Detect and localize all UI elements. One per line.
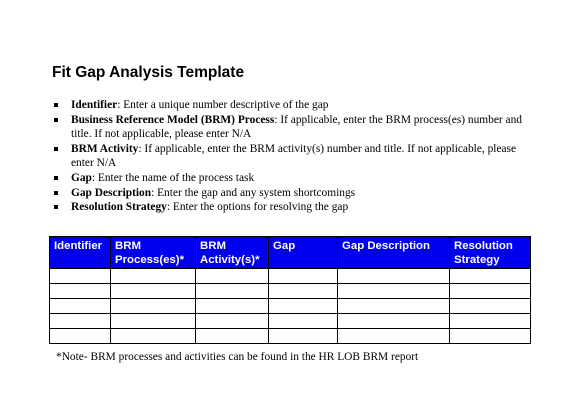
- table-cell[interactable]: [450, 314, 531, 329]
- table-cell[interactable]: [450, 269, 531, 284]
- instruction-term: Identifier: [71, 99, 118, 111]
- column-header-line1: BRM: [200, 240, 226, 252]
- table-cell[interactable]: [50, 299, 111, 314]
- table-cell[interactable]: [269, 329, 338, 344]
- instruction-text: : Enter the gap and any system shortcomings: [151, 186, 356, 199]
- column-header-gap-description: [338, 237, 450, 269]
- column-header-line2: Activity(s)*: [200, 254, 260, 266]
- table-cell[interactable]: [450, 284, 531, 299]
- table-cell[interactable]: [338, 284, 450, 299]
- column-header-gap: [269, 237, 338, 269]
- table-cell[interactable]: [50, 314, 111, 329]
- instruction-term: Resolution Strategy: [71, 201, 167, 214]
- table-cell[interactable]: [111, 284, 196, 299]
- column-header-line1: BRM: [115, 240, 141, 252]
- instruction-item-brm-activity: [52, 142, 522, 171]
- table-cell[interactable]: [111, 269, 196, 284]
- instruction-list: [52, 98, 522, 215]
- instruction-text: : If applicable, enter the BRM process(es) number and title. If not applicable, please enter N/A: [71, 113, 522, 141]
- instruction-item-gap-description: [52, 186, 522, 201]
- table-cell[interactable]: [111, 314, 196, 329]
- instruction-item-resolution-strategy: [52, 200, 522, 215]
- table-cell[interactable]: [269, 314, 338, 329]
- table-cell[interactable]: [50, 269, 111, 284]
- instruction-text: : Enter the options for resolving the gap: [166, 201, 349, 214]
- table-cell[interactable]: [111, 329, 196, 344]
- instruction-term: Gap: [71, 171, 92, 184]
- column-header-line1: Identifier: [54, 240, 103, 252]
- instruction-term: Gap Description: [71, 186, 152, 199]
- table-cell[interactable]: [338, 269, 450, 284]
- bullet-square-icon: [54, 176, 58, 180]
- table-cell[interactable]: [196, 314, 269, 329]
- table-row: [50, 284, 531, 299]
- table-cell[interactable]: [450, 299, 531, 314]
- document-title: Fit Gap Analysis Template: [52, 64, 245, 81]
- table-cell[interactable]: [111, 299, 196, 314]
- instruction-term: BRM Activity: [71, 142, 139, 155]
- gap-analysis-table: [49, 236, 531, 344]
- bullet-square-icon: [54, 191, 58, 195]
- table-cell[interactable]: [269, 269, 338, 284]
- column-header-resolution-strategy: [450, 237, 531, 269]
- table-row: [50, 314, 531, 329]
- instruction-item-brm-process: [52, 113, 522, 142]
- column-header-line2: Strategy: [454, 254, 500, 266]
- table-cell[interactable]: [450, 329, 531, 344]
- column-header-identifier: [50, 237, 111, 269]
- table-cell[interactable]: [196, 299, 269, 314]
- table-header-row: [50, 237, 531, 269]
- table-cell[interactable]: [50, 284, 111, 299]
- table-cell[interactable]: [196, 284, 269, 299]
- column-header-line1: Gap Description: [342, 240, 430, 252]
- table-cell[interactable]: [338, 299, 450, 314]
- bullet-square-icon: [54, 205, 58, 209]
- column-header-brm-process: [111, 237, 196, 269]
- instruction-text: : If applicable, enter the BRM activity(s) number and title. If not applicable, please enter N/A: [71, 142, 517, 170]
- instruction-text: : Enter a unique number descriptive of the gap: [117, 99, 329, 111]
- table-cell[interactable]: [338, 314, 450, 329]
- bullet-square-icon: [54, 103, 58, 107]
- column-header-brm-activity: [196, 237, 269, 269]
- bullet-square-icon: [54, 147, 58, 151]
- table-cell[interactable]: [196, 269, 269, 284]
- instruction-term: Business Reference Model (BRM) Process: [71, 113, 275, 126]
- table-cell[interactable]: [338, 329, 450, 344]
- column-header-line1: Resolution: [454, 240, 513, 252]
- table-row: [50, 299, 531, 314]
- table-cell[interactable]: [50, 329, 111, 344]
- table-cell[interactable]: [196, 329, 269, 344]
- footnote: *Note- BRM processes and activities can be found in the HR LOB BRM report: [56, 351, 419, 363]
- column-header-line2: Process(es)*: [115, 254, 185, 266]
- table-cell[interactable]: [269, 284, 338, 299]
- column-header-line1: Gap: [273, 240, 296, 252]
- instruction-item-identifier: [52, 98, 522, 113]
- instruction-item-gap: [52, 171, 522, 186]
- table-row: [50, 329, 531, 344]
- table-cell[interactable]: [269, 299, 338, 314]
- bullet-square-icon: [54, 118, 58, 122]
- instruction-text: : Enter the name of the process task: [91, 171, 255, 184]
- table-row: [50, 269, 531, 284]
